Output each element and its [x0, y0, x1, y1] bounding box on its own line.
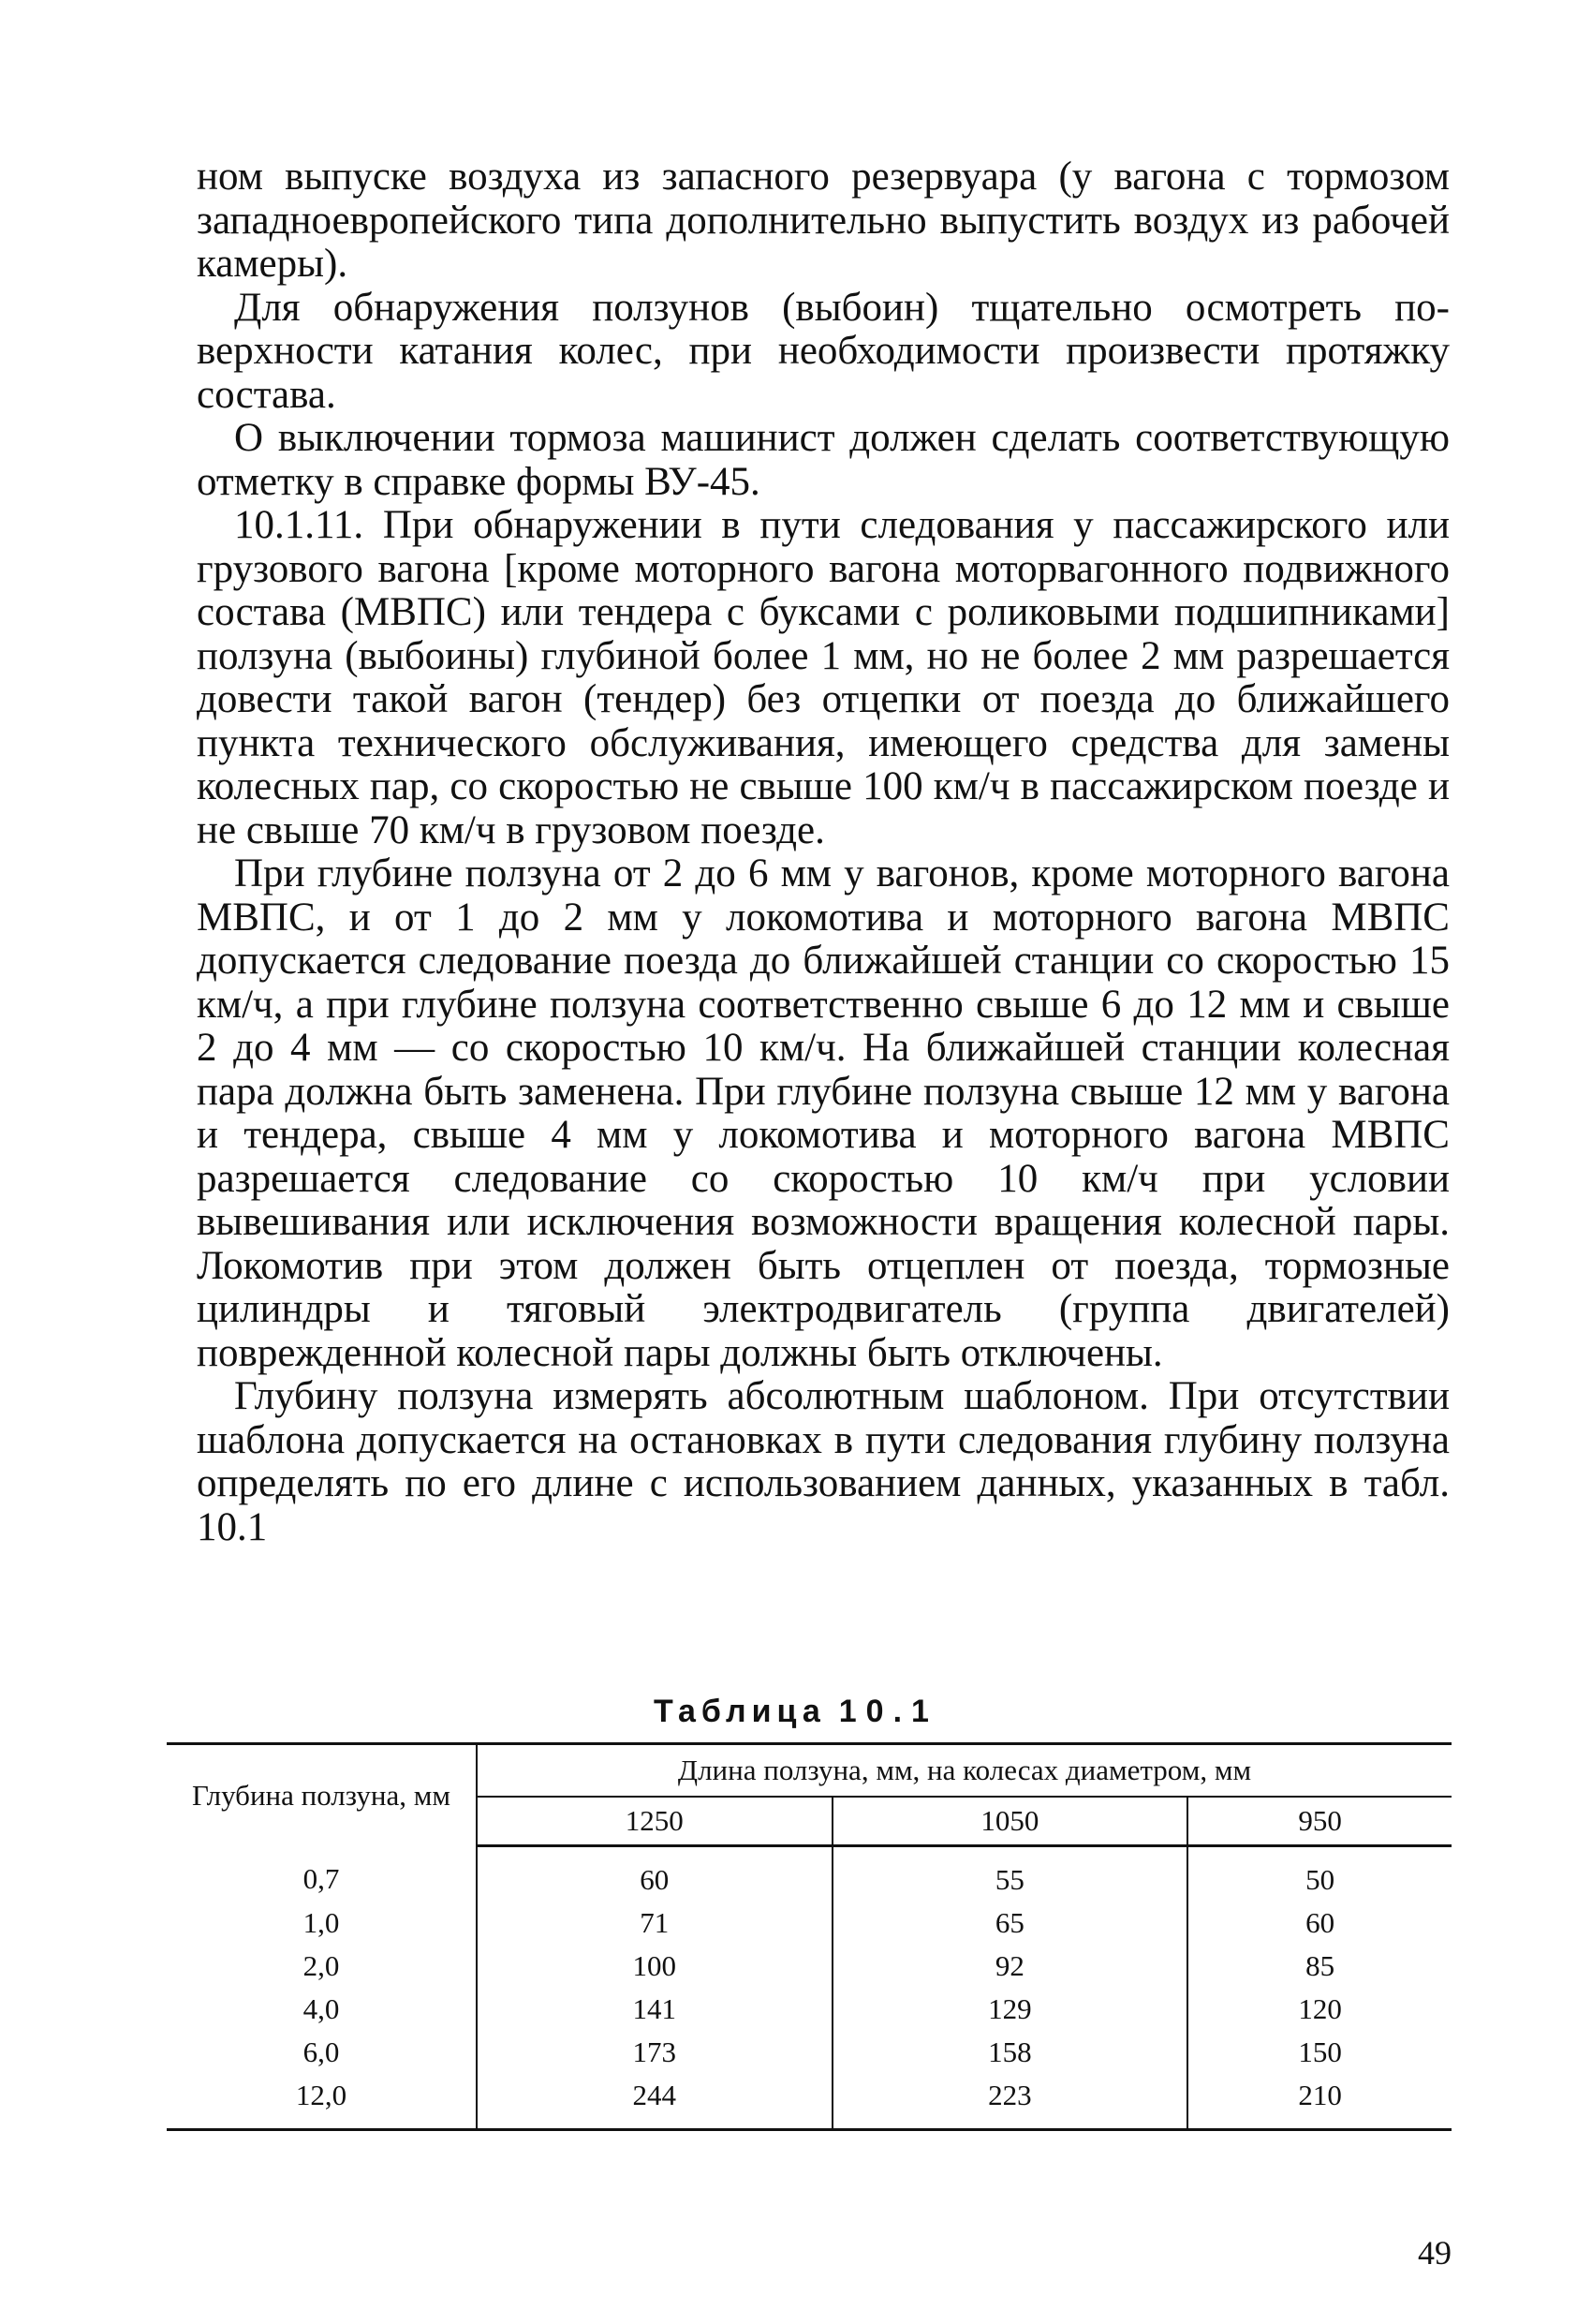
paragraph: Глубину ползуна измерять абсолютным шаблоном. При отсутствии шаблона допускается на остановках в пути следования глубину ползуна определять по его длине с использованием данных, указанных в табл. 10.1: [197, 1374, 1450, 1549]
paragraph: 10.1.11. При обнаружении в пути следования у пассажирского или грузового вагона [кроме моторного вагона моторвагонного подвижного состава (МВПС) или тендера с буксами с роликовыми подшипниками] ползуна (выбоины) глубиной более 1 мм, но не более 2 мм разрешается довести такой вагон (тендер) без отцепки от поезда до ближайшего пункта технического обслуживания, имеющего средства для замены колесных пар, со скоростью не свыше 100 км/ч в пассажирском поезде и не свыше 70 км/ч в грузовом поезде.: [197, 503, 1450, 852]
table-header-row: [167, 1744, 1452, 1798]
table-row: [167, 1988, 1452, 2031]
table-row: [167, 1902, 1452, 1945]
diameter-header: 1250: [477, 1797, 833, 1846]
length-cell: 223: [833, 2074, 1188, 2130]
length-cell: 60: [1305, 1906, 1335, 1939]
length-cell: 244: [477, 2074, 833, 2130]
depth-cell: 4,0: [167, 1988, 477, 2031]
table-caption-number: 10.1: [838, 1694, 938, 1729]
paragraph: ном выпуске воздуха из запасного резервуара (у вагона с тормозом западноевропейского типа дополнительно выпустить воздух из рабочей камеры).: [197, 155, 1450, 286]
table-row: [167, 2031, 1452, 2074]
depth-cell: 6,0: [167, 2031, 477, 2074]
length-cell: 50: [1305, 1863, 1335, 1896]
table-row: [167, 1846, 1452, 1902]
length-group-header: Длина ползуна, мм, на колесах диаметром, мм: [477, 1744, 1452, 1798]
length-cell: 129: [833, 1988, 1188, 2031]
table-row: [167, 2074, 1452, 2130]
length-cell: 65: [833, 1902, 1188, 1945]
depth-column-header: Глубина ползуна, мм: [167, 1744, 477, 1846]
slider-depth-table: [167, 1742, 1452, 2131]
paragraph: О выключении тормоза машинист должен сделать соответствующую отметку в справке формы ВУ-45.: [197, 416, 1450, 504]
length-cell: 55: [833, 1846, 1188, 1902]
length-cell: 173: [632, 2035, 677, 2068]
page-number: 49: [1418, 2234, 1452, 2272]
depth-cell: 12,0: [167, 2074, 477, 2130]
table-row: [167, 1945, 1452, 1988]
length-cell: 92: [833, 1945, 1188, 1988]
table-caption: [0, 1694, 1592, 1730]
table-caption-word: Таблица: [654, 1694, 826, 1729]
length-cell: 120: [1298, 1992, 1342, 2025]
length-cell: 60: [640, 1863, 670, 1896]
depth-cell: 2,0: [167, 1945, 477, 1988]
length-cell: 100: [632, 1949, 677, 1982]
depth-cell: 0,7: [167, 1846, 477, 1902]
paragraph: При глубине ползуна от 2 до 6 мм у вагонов, кроме моторного вагона МВПС, и от 1 до 2 мм у локомотива и моторного вагона МВПС допускается следование поезда до ближайшей станции со скоростью 15 км/ч, а при глубине ползуна соответственно свыше 6 до 12 мм и свыше 2 до 4 мм — со скоростью 10 км/ч. На ближайшей станции колесная пара должна быть заменена. При глубине ползуна свыше 12 мм у вагона и тендера, свыше 4 мм у локомотива и моторного вагона МВПС разрешается следование со скоростью 10 км/ч при условии вывешивания или исключения возможности вращения колесной пары. Локомотив при этом должен быть отцеплен от поезда, тормозные цилиндры и тяговый электродвигатель (группа двигателей) поврежденной колесной пары должны быть отключены.: [197, 851, 1450, 1375]
paragraph: Для обнаружения ползунов (выбоин) тщательно осмотреть поверхности катания колес, при необходимости произвести протяжку состава.: [197, 285, 1450, 417]
diameter-header: 1050: [833, 1797, 1188, 1846]
depth-cell: 1,0: [167, 1902, 477, 1945]
diameter-header: 950: [1187, 1797, 1452, 1846]
length-cell: 210: [1187, 2074, 1452, 2130]
length-cell: 158: [833, 2031, 1188, 2074]
length-cell: 150: [1298, 2035, 1342, 2068]
length-cell: 85: [1305, 1949, 1335, 1982]
length-cell: 71: [640, 1906, 670, 1939]
length-cell: 141: [632, 1992, 677, 2025]
body-text: [197, 155, 1450, 1549]
